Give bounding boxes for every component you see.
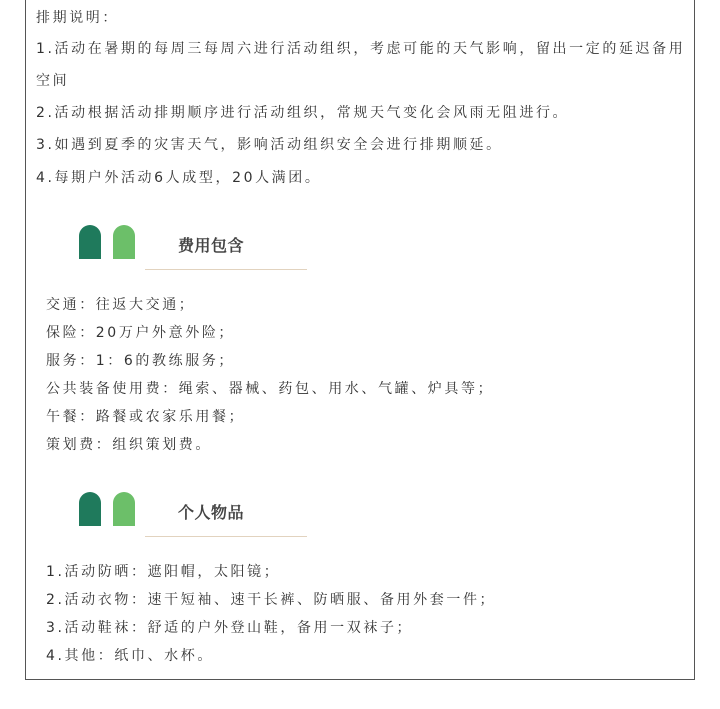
decor-pill-light-icon (113, 492, 135, 526)
schedule-heading: 排期说明： (36, 10, 119, 26)
fee-item: 午餐：路餐或农家乐用餐； (46, 409, 246, 425)
personal-item: 1.活动防晒：遮阳帽，太阳镜； (46, 564, 281, 580)
fee-item: 保险：20万户外意外险； (46, 325, 236, 341)
fees-section-rule (145, 269, 307, 270)
fee-item: 公共装备使用费：绳索、器械、药包、用水、气罐、炉具等； (46, 381, 495, 397)
schedule-item-3: 3.如遇到夏季的灾害天气，影响活动组织安全会进行排期顺延。 (36, 137, 503, 153)
schedule-item-1: 1.活动在暑期的每周三每周六进行活动组织，考虑可能的天气影响，留出一定的延迟备用空间 (36, 41, 686, 89)
decor-pill-light-icon (113, 225, 135, 259)
personal-section-title: 个人物品 (178, 503, 245, 522)
personal-item: 2.活动衣物：速干短袖、速干长裤、防晒服、备用外套一件； (46, 592, 497, 608)
decor-pill-dark-icon (79, 492, 101, 526)
fee-item: 策划费：组织策划费。 (46, 437, 212, 453)
personal-item: 4.其他：纸巾、水杯。 (46, 648, 214, 664)
fee-item: 服务：1：6的教练服务； (46, 353, 236, 369)
personal-item: 3.活动鞋袜：舒适的户外登山鞋，备用一双袜子； (46, 620, 414, 636)
schedule-item-2: 2.活动根据活动排期顺序进行活动组织，常规天气变化会风雨无阻进行。 (36, 105, 570, 121)
fee-item: 交通：往返大交通； (46, 297, 196, 313)
fees-section-title: 费用包含 (178, 236, 245, 255)
schedule-item-4: 4.每期户外活动6人成型，20人满团。 (36, 170, 322, 186)
decor-pill-dark-icon (79, 225, 101, 259)
personal-section-rule (145, 536, 307, 537)
